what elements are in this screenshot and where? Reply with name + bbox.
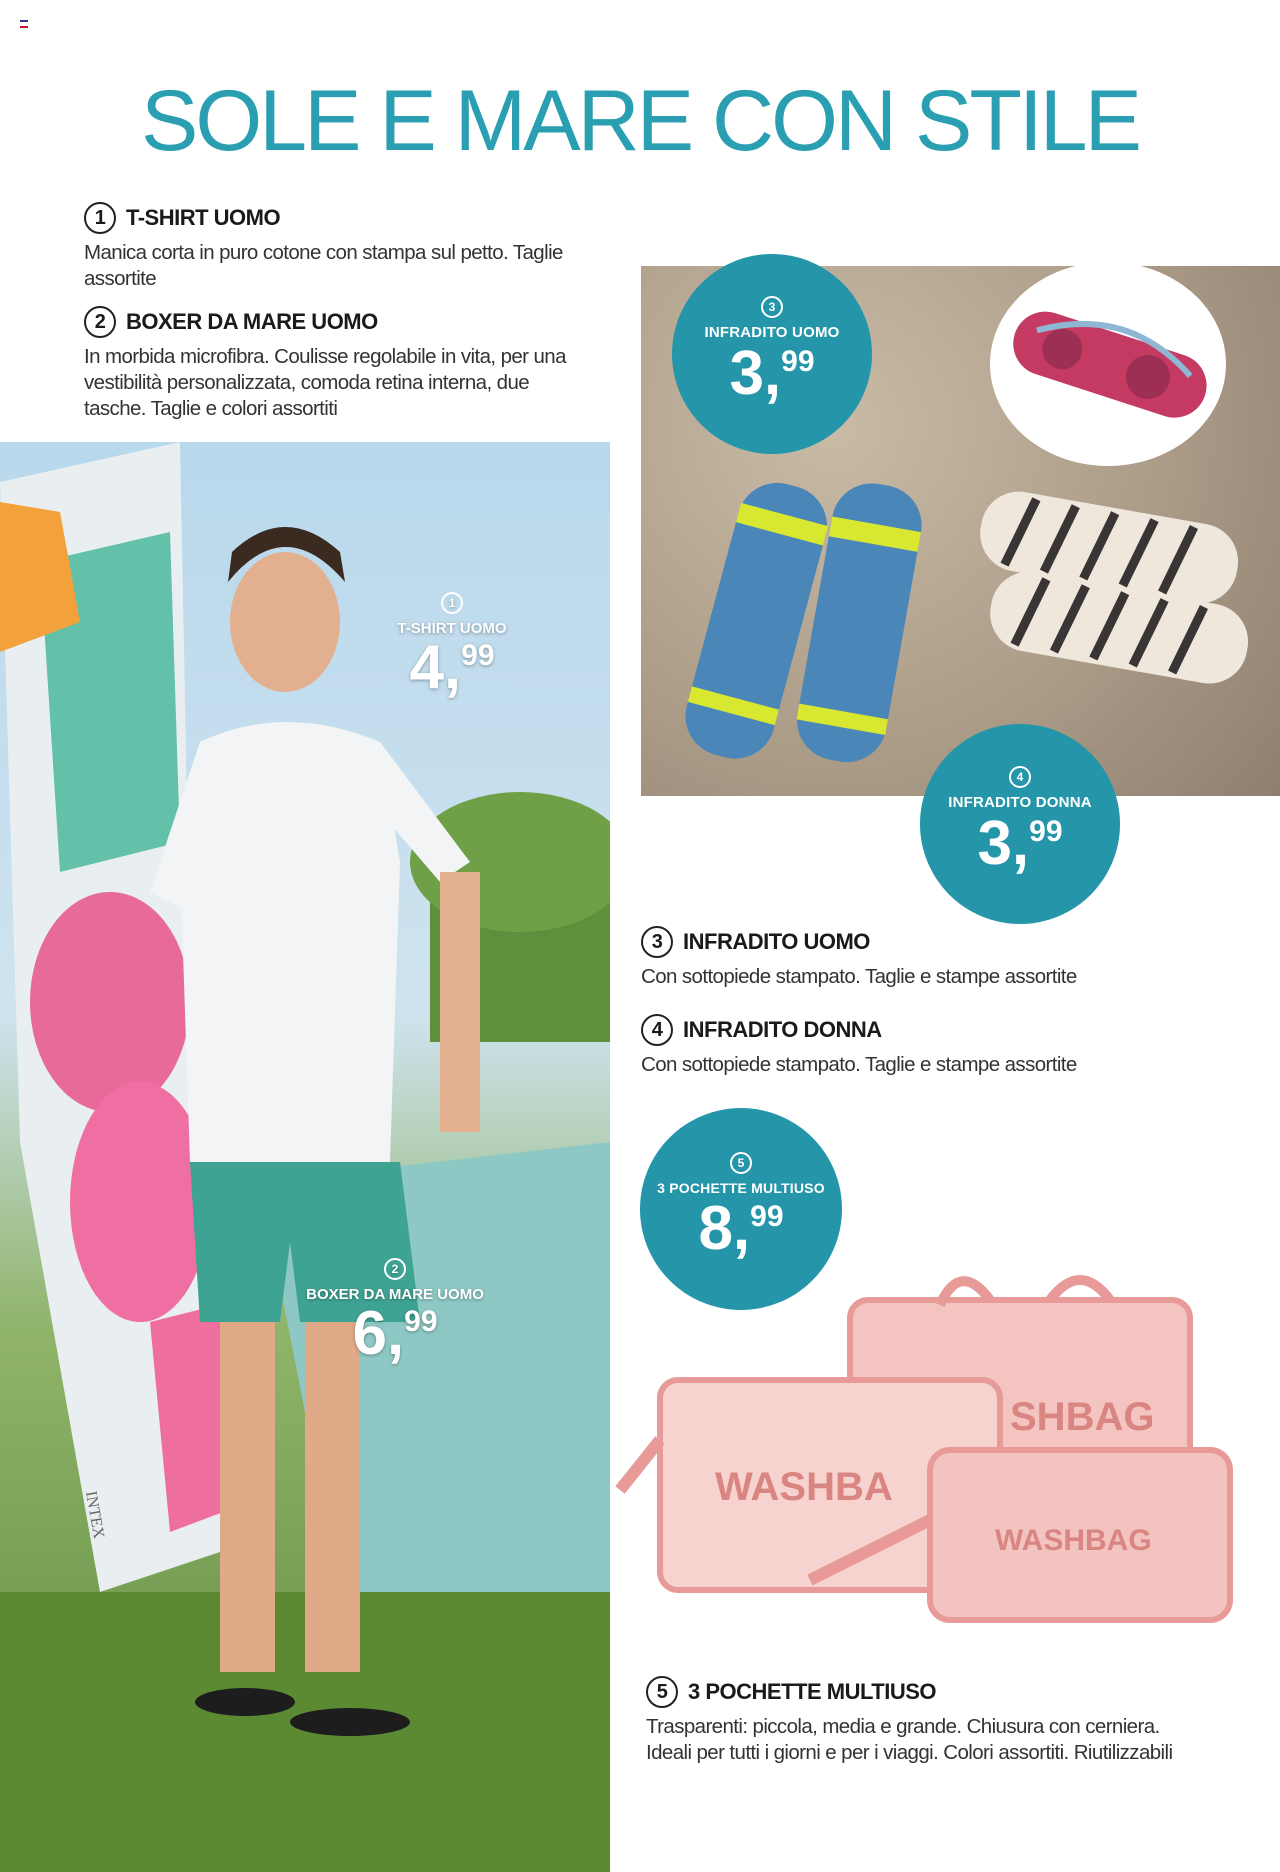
price-integer: 6, [352, 1299, 405, 1368]
product-number: 4 [1009, 766, 1031, 788]
description-line: tasche. Taglie e colori assortiti [84, 397, 338, 420]
description-line: Con sottopiede stampato. Taglie e stampe assortite [641, 965, 1077, 988]
washbags-photo [610, 1260, 1250, 1640]
product-name: T-SHIRT UOMO [126, 205, 281, 230]
price-cents: 99 [461, 639, 495, 672]
product-name: BOXER DA MARE UOMO [126, 309, 378, 334]
product-name: INFRADITO UOMO [683, 929, 870, 954]
price-integer: 8, [698, 1194, 751, 1263]
product-number: 5 [730, 1152, 752, 1174]
product-number: 2 [384, 1258, 406, 1280]
svg-text:INTEX: INTEX [82, 1489, 108, 1540]
description-line: Ideali per tutti i giorni e per i viaggi. Colori assortiti. Riutilizzabili [646, 1741, 1173, 1764]
price-cents: 99 [404, 1305, 438, 1338]
price-integer: 3, [977, 809, 1030, 878]
infradito-donna-price-badge [920, 724, 1120, 924]
washbags-illustration [610, 1260, 1250, 1640]
price-cents: 99 [750, 1200, 784, 1233]
model-photo [0, 442, 610, 1872]
product-3-description [641, 926, 1261, 990]
svg-text:SHBAG: SHBAG [1010, 1395, 1155, 1439]
svg-text:WASHBAG: WASHBAG [995, 1524, 1152, 1557]
product-number: 4 [641, 1014, 673, 1046]
product-number: 5 [646, 1676, 678, 1708]
description-line: Manica corta in puro cotone con stampa sul petto. Taglie [84, 241, 563, 264]
model-illustration [0, 442, 610, 1872]
description-line: vestibilità personalizzata, comoda retina interna, due [84, 371, 530, 394]
product-name: INFRADITO UOMO [704, 324, 840, 341]
price-integer: 4, [409, 633, 462, 702]
description-line: assortite [84, 267, 157, 290]
price-integer: 3, [729, 339, 782, 408]
description-line: Trasparenti: piccola, media e grande. Chiusura con cerniera. [646, 1715, 1160, 1738]
flipflop-detail-circle [990, 262, 1226, 466]
product-name: 3 POCHETTE MULTIUSO [688, 1679, 936, 1704]
product-number: 3 [761, 296, 783, 318]
product-name: INFRADITO DONNA [683, 1017, 882, 1042]
page-title: SOLE E MARE CON STILE [141, 73, 1139, 169]
product-name: BOXER DA MARE UOMO [306, 1286, 484, 1303]
product-2-description [84, 306, 644, 422]
product-1-description [84, 202, 624, 292]
boxer-price-label [300, 1258, 490, 1368]
language-flag-icon [20, 20, 28, 28]
price-cents: 99 [781, 345, 815, 378]
product-5-description [646, 1676, 1266, 1766]
product-number: 2 [84, 306, 116, 338]
svg-text:WASHBA: WASHBA [715, 1465, 893, 1509]
description-line: In morbida microfibra. Coulisse regolabile in vita, per una [84, 345, 566, 368]
product-name: INFRADITO DONNA [948, 794, 1092, 811]
price-cents: 99 [1029, 815, 1063, 848]
product-4-description [641, 1014, 1261, 1078]
product-name: T-SHIRT UOMO [397, 620, 507, 637]
product-number: 3 [641, 926, 673, 958]
infradito-uomo-price-badge [672, 254, 872, 454]
flipflop-detail-illustration [990, 262, 1226, 466]
description-line: Con sottopiede stampato. Taglie e stampe assortite [641, 1053, 1077, 1076]
product-number: 1 [84, 202, 116, 234]
tshirt-price-label [392, 592, 512, 702]
product-name: 3 POCHETTE MULTIUSO [657, 1180, 825, 1196]
product-number: 1 [441, 592, 463, 614]
